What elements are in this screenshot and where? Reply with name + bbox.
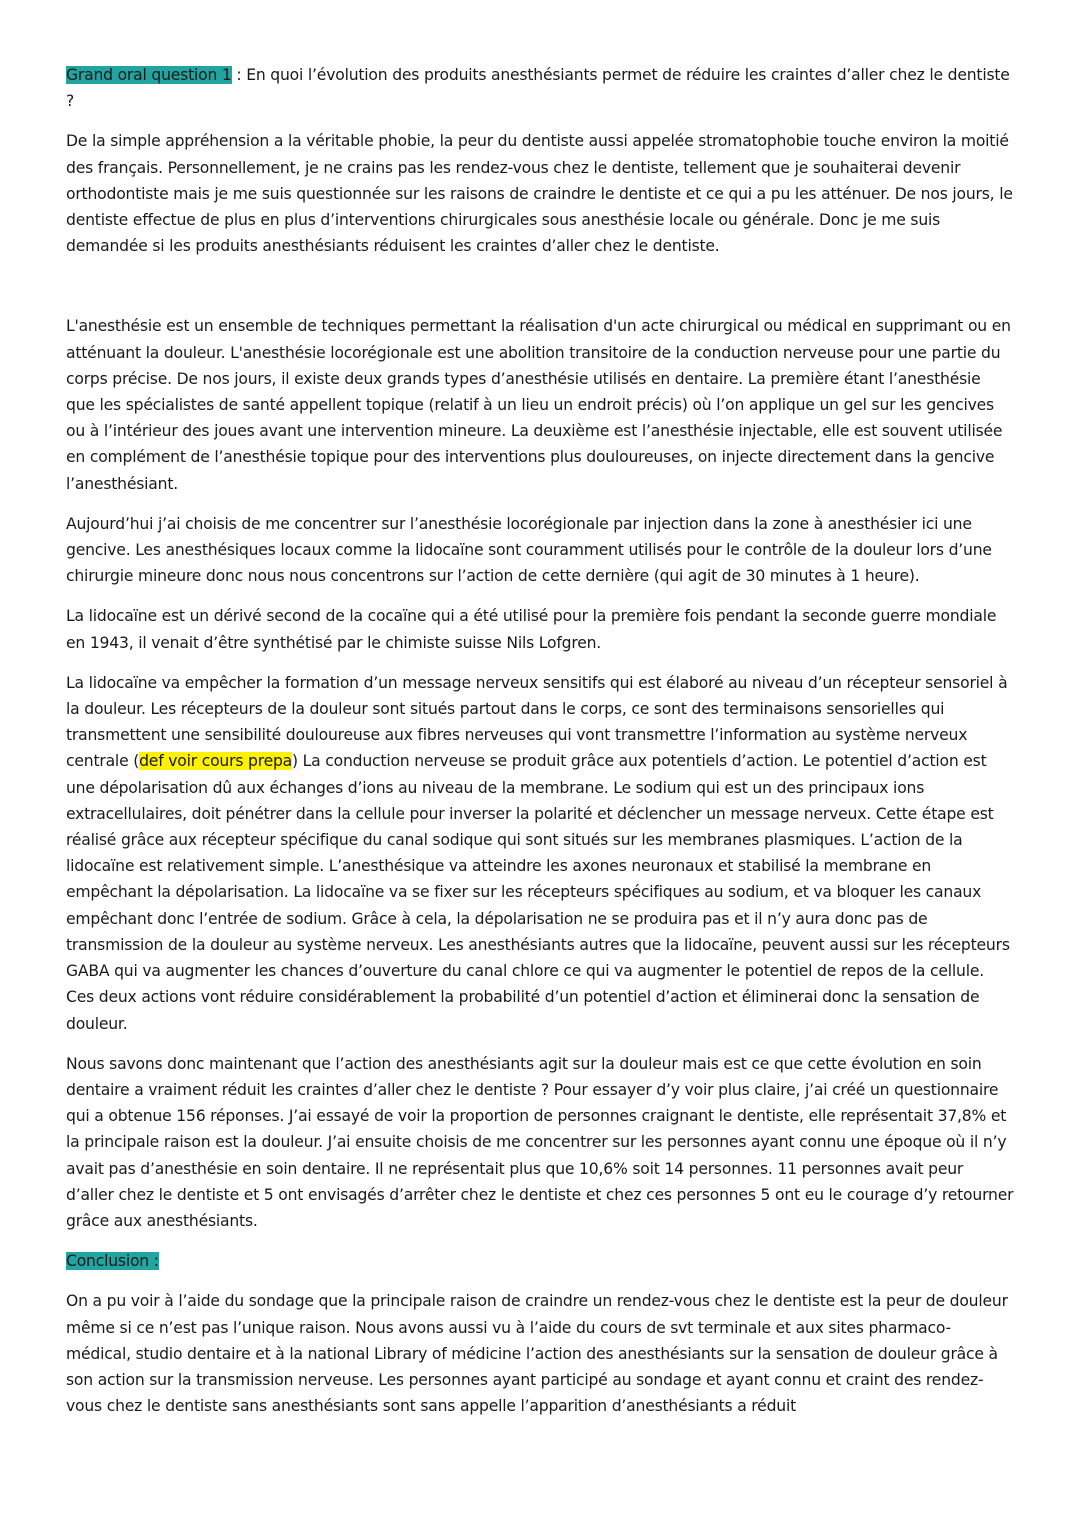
highlighted-note: def voir cours prepa	[139, 752, 293, 771]
question-text: : En quoi l’évolution des produits anesthésiants permet de réduire les craintes d’aller chez le dentiste ?	[66, 66, 1010, 111]
survey-paragraph: Nous savons donc maintenant que l’action des anesthésiants agit sur la douleur mais est ce que cette évolution en soin dentaire a vraiment réduit les craintes d’aller chez le dentiste ? Pour essayer d’y voir plus claire, j’ai créé un questionnaire qui a obtenue 156 réponses. J’ai essayé de voir la proportion de personnes craignant le dentiste, elle représentait 37,8% et la principale raison est la douleur. J’ai ensuite choisis de me concentrer sur les personnes ayant connu une époque où il n’y avait pas d’anesthésie en soin dentaire. Il ne représentait plus que 10,6% soit 14 personnes. 11 personnes avait peur d’aller chez le dentiste et 5 ont envisagés d’arrêter chez le dentiste et chez ces personnes 5 ont eu le courage d’y retourner grâce aux anesthésiants.	[66, 1054, 1014, 1230]
conclusion-label: Conclusion :	[66, 1252, 159, 1271]
conclusion-heading-paragraph	[66, 1248, 1014, 1274]
mechanism-text-after: ) La conduction nerveuse se produit grâce aux potentiels d’action. Le potentiel d’action est une dépolarisation dû aux échanges d’ions au niveau de la membrane. Le sodium qui est un des principaux ions extracellulaires, doit pénétrer dans la cellule pour inverser la polarité et déclencher un message nerveux. Cette étape est réalisé grâce aux récepteur spécifique du canal sodique qui sont situés sur les membranes plasmiques. L’action de la lidocaïne est relativement simple. L’anesthésique va atteindre les axones neuronaux et stabilisé la membrane en empêchant la dépolarisation. La lidocaïne va se fixer sur les récepteurs spécifiques au sodium, et va bloquer les canaux empêchant donc l’entrée de sodium. Grâce à cela, la dépolarisation ne se produira pas et il n’y aura donc pas de transmission de la douleur au système nerveux. Les anesthésiants autres que la lidocaïne, peuvent aussi sur les récepteurs GABA qui va augmenter les chances d’ouverture du canal chlore ce qui va augmenter le potentiel de repos de la cellule. Ces deux actions vont réduire considérablement la probabilité d’un potentiel d’action et éliminerai donc la sensation de douleur.	[66, 752, 1010, 1033]
mechanism-text-before: La lidocaïne va empêcher la formation d’un message nerveux sensitifs qui est élaboré au niveau d’un récepteur sensoriel à la douleur. Les récepteurs de la douleur sont situés partout dans le corps, ce sont des terminaisons sensorielles qui transmettent une sensibilité douloureuse aux fibres nerveuses qui vont transmettre l’information au système nerveux centrale (	[66, 673, 1008, 771]
lidocaine-mechanism-paragraph	[66, 670, 1014, 1037]
lidocaine-history-paragraph: La lidocaïne est un dérivé second de la cocaïne qui a été utilisé pour la première fois pendant la seconde guerre mondiale en 1943, il venait d’être synthétisé par le chimiste suisse Nils Lofgren.	[66, 607, 997, 652]
locoregional-paragraph: Aujourd’hui j’ai choisis de me concentrer sur l’anesthésie locorégionale par injection dans la zone à anesthésier ici une gencive. Les anesthésiques locaux comme la lidocaïne sont couramment utilisés pour le contrôle de la douleur lors d’une chirurgie mineure donc nous nous concentrons sur l’action de cette dernière (qui agit de 30 minutes à 1 heure).	[66, 514, 992, 586]
intro-paragraph: De la simple appréhension a la véritable phobie, la peur du dentiste aussi appelée stromatophobie touche environ la moitié des français. Personnellement, je ne crains pas les rendez-vous chez le dentiste, tellement que je souhaiterai devenir orthodontiste mais je me suis questionnée sur les raisons de craindre le dentiste et ce qui a pu les atténuer. De nos jours, le dentiste effectue de plus en plus d’interventions chirurgicales sous anesthésie locale ou générale. Donc je me suis demandée si les produits anesthésiants réduisent les craintes d’aller chez le dentiste.	[66, 132, 1013, 256]
anesthesia-definition-paragraph: L'anesthésie est un ensemble de techniques permettant la réalisation d'un acte chirurgical ou médical en supprimant ou en atténuant la douleur. L'anesthésie locorégionale est une abolition transitoire de la conduction nerveuse pour une partie du corps précise. De nos jours, il existe deux grands types d’anesthésie utilisés en dentaire. La première étant l’anesthésie que les spécialistes de santé appellent topique (relatif à un lieu un endroit précis) où l’on applique un gel sur les gencives ou à l’intérieur des joues avant une intervention mineure. La deuxième est l’anesthésie injectable, elle est souvent utilisée en complément de l’anesthésie topique pour des interventions plus douloureuses, on injecte directement dans la gencive l’anesthésiant.	[66, 317, 1011, 493]
question-paragraph	[66, 62, 1014, 114]
conclusion-paragraph: On a pu voir à l’aide du sondage que la principale raison de craindre un rendez-vous chez le dentiste est la peur de douleur même si ce n’est pas l’unique raison. Nous avons aussi vu à l’aide du cours de svt terminale et aux sites pharmaco-médical, studio dentaire et à la national Library of médicine l’action des anesthésiants sur la sensation de douleur grâce à son action sur la transmission nerveuse. Les personnes ayant participé au sondage et ayant connu et craint des rendez-vous chez le dentiste sans anesthésiants sont sans appelle l’apparition d’anesthésiants a réduit	[66, 1292, 1008, 1416]
question-label: Grand oral question 1	[66, 66, 232, 84]
